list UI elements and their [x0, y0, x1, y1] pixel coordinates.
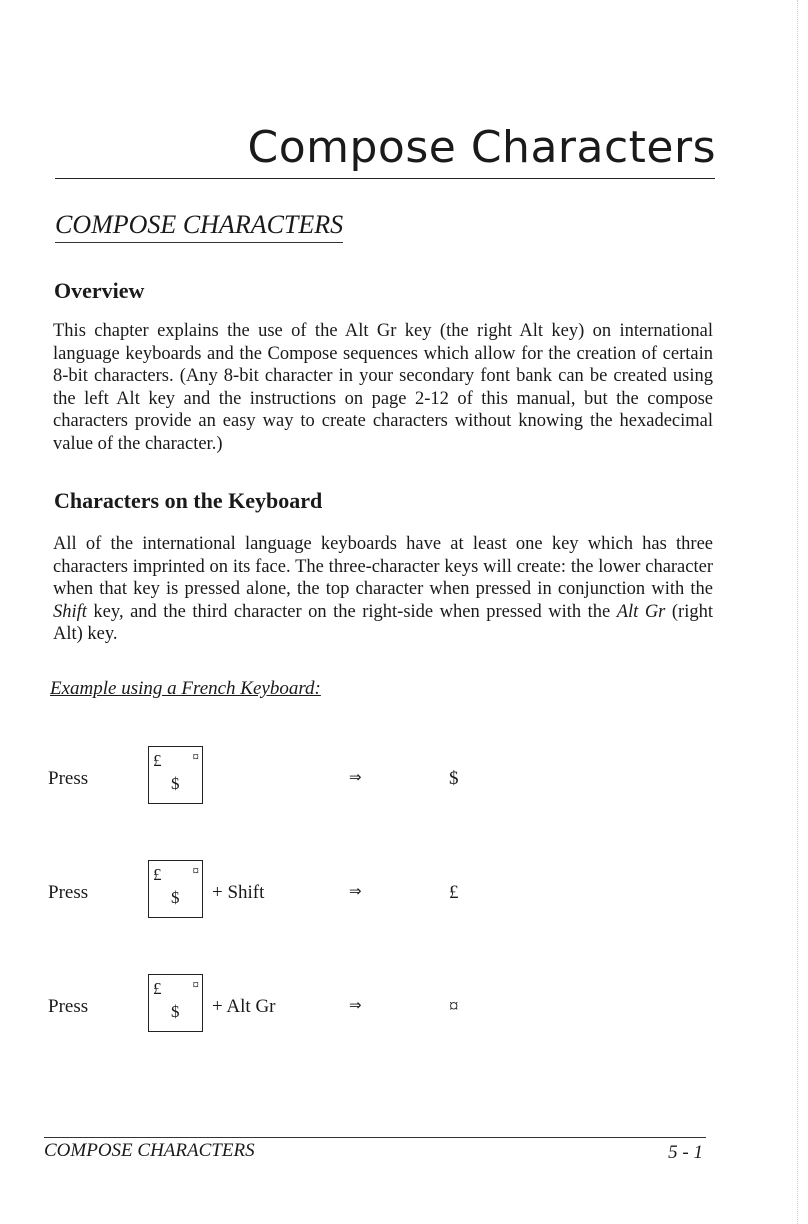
key-right-char: ¤: [192, 977, 199, 992]
modifier-label: + Alt Gr: [212, 996, 276, 1017]
key-top-char: £: [153, 751, 162, 770]
key-right-char: ¤: [192, 749, 199, 764]
keycap: [148, 860, 203, 918]
example-row-3: [0, 974, 808, 1044]
footer-rule: [44, 1137, 706, 1138]
shift-word: Shift: [53, 601, 87, 622]
key-top-char: £: [153, 865, 162, 884]
page-number: 5 - 1: [668, 1142, 703, 1163]
example-row-2: [0, 860, 808, 930]
keyboard-section-paragraph: [53, 533, 713, 646]
press-label: Press: [48, 768, 89, 789]
result-char: £: [449, 882, 459, 903]
result-char: ¤: [449, 996, 459, 1017]
overview-heading: Overview: [54, 278, 145, 303]
keyboard-section-heading: Characters on the Keyboard: [54, 488, 323, 513]
key-top-char: £: [153, 979, 162, 998]
keycap: [148, 974, 203, 1032]
key-bottom-char: $: [171, 888, 180, 907]
arrow-icon: ⇒: [349, 768, 362, 786]
modifier-label: + Shift: [212, 882, 265, 903]
example-row-1: [0, 746, 808, 816]
title-rule: [55, 178, 715, 179]
page-title: Compose Characters: [247, 122, 716, 173]
key-bottom-char: $: [171, 1002, 180, 1021]
key-right-char: ¤: [192, 863, 199, 878]
press-label: Press: [48, 882, 89, 903]
press-label: Press: [48, 996, 89, 1017]
chapter-heading: COMPOSE CHARACTERS: [55, 210, 343, 243]
arrow-icon: ⇒: [349, 882, 362, 900]
example-label: Example using a French Keyboard:: [50, 678, 321, 699]
footer-chapter-title: COMPOSE CHARACTERS: [44, 1140, 255, 1161]
keyboard-text-2: key, and the third character on the right-side when pressed with the: [86, 601, 617, 622]
altgr-word: Alt Gr: [616, 601, 666, 622]
result-char: $: [449, 768, 459, 789]
keycap: [148, 746, 203, 804]
arrow-icon: ⇒: [349, 996, 362, 1014]
key-bottom-char: $: [171, 774, 180, 793]
keyboard-text-1: All of the international language keyboards have at least one key which has three characters imprinted on its face. The three-character keys will create: the lower character when that key is pressed alone, the top character when pressed in conjunction with the: [53, 534, 713, 599]
keyboard-text-3: (right Alt) key.: [53, 601, 714, 644]
overview-paragraph: This chapter explains the use of the Alt Gr key (the right Alt key) on international language keyboards and the Compose sequences which allow for the creation of certain 8-bit characters. (Any 8-bit character in your secondary font bank can be created using the left Alt key and the instructions on page 2-12 of this manual, but the compose characters provide an easy way to create characters without knowing the hexadecimal value of the character.): [53, 321, 713, 454]
